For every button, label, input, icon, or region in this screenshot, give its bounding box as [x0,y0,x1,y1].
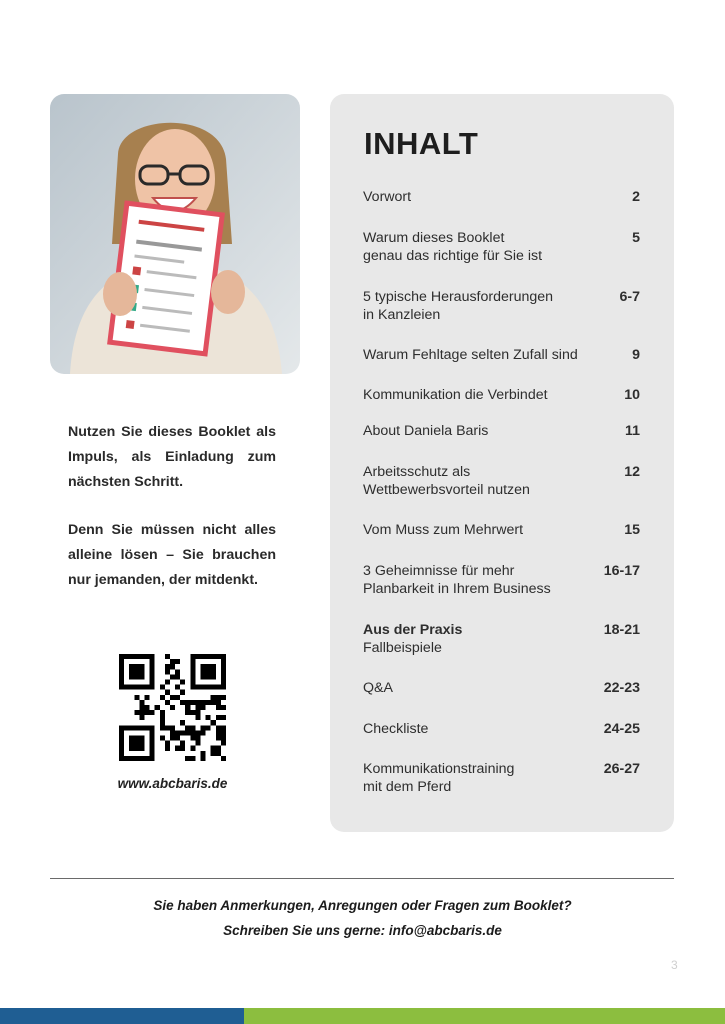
footer-divider [50,878,674,879]
toc-item-label: Checkliste [363,721,429,737]
intro-text [68,420,276,616]
toc-title: INHALT [364,126,479,161]
toc-item-page: 15 [624,522,640,538]
toc-item-page: 11 [625,423,640,439]
qr-code-icon[interactable] [119,654,226,761]
toc-item-page: 9 [632,347,640,363]
toc-item-page: 2 [632,189,640,205]
intro-paragraph-1: Nutzen Sie dieses Booklet als Impuls, als Einladung zum nächsten Schritt. [68,424,276,490]
toc-item-page: 24-25 [603,721,640,737]
toc-item[interactable] [363,422,640,440]
toc-item-label: Warum Fehltage selten Zufall sind [363,347,578,363]
toc-item-label: Arbeitsschutz als Wettbewerbsvorteil nutzen [363,464,530,498]
toc-item-page: 10 [624,387,640,403]
page-number: 3 [671,958,678,972]
toc-item-label: Q&A [363,680,393,696]
toc-item-label: Kommunikationstraining mit dem Pferd [363,761,515,795]
toc-item-label: Vorwort [363,189,412,205]
toc-item-label: About Daniela Baris [363,423,489,439]
toc-item[interactable] [363,621,640,657]
toc-item-label: 5 typische Herausforderungen in Kanzleien [363,289,554,323]
toc-item-page: 6-7 [619,289,640,305]
toc-item-page: 12 [624,464,640,480]
toc-item-label: Kommunikation die Verbindet [363,387,548,403]
toc-item-page: 16-17 [603,563,640,579]
toc-item-label: Warum dieses Booklet genau das richtige für Sie ist [363,230,543,264]
toc-item-label: Vom Muss zum Mehrwert [363,522,524,538]
toc-item[interactable] [363,288,640,324]
toc-item-page: 5 [632,230,640,246]
toc-item[interactable] [363,463,640,499]
intro-paragraph-2: Denn Sie müssen nicht alles alleine lösen – Sie brauchen nur jemanden, der mitdenkt. [68,522,276,588]
toc-item[interactable] [363,679,640,697]
toc-item[interactable] [363,720,640,738]
website-link[interactable]: www.abcbaris.de [117,776,228,791]
footer-question: Sie haben Anmerkungen, Anregungen oder Fragen zum Booklet? [153,898,572,913]
toc-item[interactable] [363,346,640,364]
toc-item-page: 22-23 [603,680,640,696]
toc-item[interactable] [363,760,640,796]
toc-item[interactable] [363,229,640,265]
toc-item[interactable] [363,188,640,206]
toc-item[interactable] [363,521,640,539]
footer-contact[interactable]: Schreiben Sie uns gerne: info@abcbaris.de [223,923,502,938]
toc-item-label: Aus der Praxis Fallbeispiele [363,622,463,656]
toc-item-label: 3 Geheimnisse für mehr Planbarkeit in Ihrem Business [363,563,551,597]
portrait-photo [50,94,300,374]
footer-bar-blue [0,1008,244,1024]
toc-item-page: 26-27 [603,761,640,777]
toc-item-page: 18-21 [603,622,640,638]
footer-bar-green [244,1008,725,1024]
toc-item[interactable] [363,562,640,598]
table-of-contents [330,94,674,832]
toc-item[interactable] [363,386,640,404]
